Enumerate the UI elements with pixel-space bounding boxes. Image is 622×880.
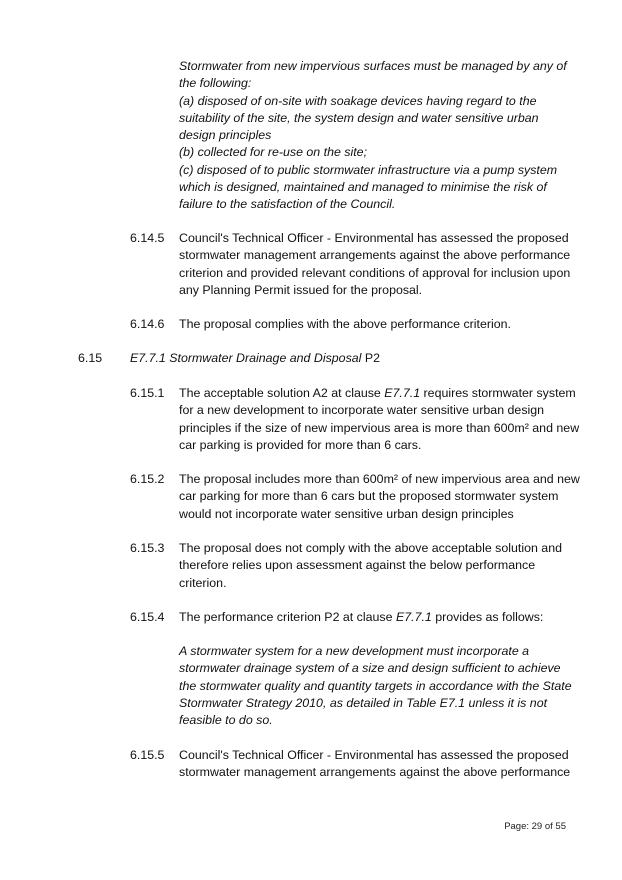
- quote-line: design principles: [179, 128, 272, 143]
- text-line: stormwater management arrangements against the above performance: [179, 248, 571, 263]
- text-line: The proposal includes more than 600m² of new impervious area and new: [179, 472, 580, 486]
- text-fragment: requires stormwater system: [420, 386, 576, 400]
- text-line: Council's Technical Officer - Environmental has assessed the proposed: [179, 748, 569, 762]
- paragraph-number: 6.15.4: [130, 610, 165, 624]
- paragraph-number: 6.15.2: [130, 472, 165, 486]
- text-line: for a new development to incorporate water sensitive urban design: [179, 403, 545, 418]
- quote-line: stormwater drainage system of a size and design sufficient to achieve: [179, 661, 561, 676]
- paragraph-text: [179, 471, 589, 523]
- quote-line: the stormwater quality and quantity targets in accordance with the State: [179, 678, 572, 693]
- text-line: principles if the size of new impervious area is more than 600m² and new: [179, 420, 580, 435]
- paragraph-number: 6.14.6: [130, 317, 165, 331]
- quote-line: suitability of the site, the system design and water sensitive urban: [179, 110, 539, 125]
- clause-reference: E7.7.1: [395, 610, 432, 624]
- paragraph-number: 6.15.1: [130, 386, 165, 400]
- quote-line: Stormwater Strategy 2010, as detailed in Table E7.1 unless it is not: [179, 695, 548, 710]
- paragraph-text: [179, 747, 589, 782]
- quote-line: A stormwater system for a new development must incorporate a: [179, 644, 530, 658]
- text-line: criterion.: [179, 575, 227, 590]
- paragraph-text: [179, 316, 589, 333]
- quote-line: (c) disposed of to public stormwater infrastructure via a pump system: [179, 162, 558, 177]
- text-line: car parking for more than 6 cars but the proposed stormwater system: [179, 489, 559, 504]
- text-line: [179, 385, 589, 402]
- page-number-footer: Page: 29 of 55: [504, 821, 566, 832]
- text-line: criterion and provided relevant conditions of approval for inclusion upon: [179, 265, 571, 280]
- text-line: would not incorporate water sensitive urban design principles: [179, 506, 514, 521]
- quote-line: Stormwater from new impervious surfaces must be managed by any of: [179, 59, 567, 73]
- text-fragment: The acceptable solution A2 at clause: [179, 386, 385, 400]
- quote-line: the following:: [179, 76, 252, 91]
- paragraph-text: [179, 540, 589, 592]
- text-line: [179, 609, 589, 626]
- quote-line: (a) disposed of on-site with soakage devices having regard to the: [179, 93, 537, 108]
- paragraph-number: 6.14.5: [130, 231, 165, 245]
- text-line: stormwater management arrangements against the above performance: [179, 765, 571, 780]
- quote-line: (b) collected for re-use on the site;: [179, 145, 368, 160]
- paragraph-text: [179, 385, 589, 454]
- quote-line: which is designed, maintained and managed to minimise the risk of: [179, 180, 547, 195]
- text-line: Council's Technical Officer - Environmental has assessed the proposed: [179, 231, 569, 245]
- text-line: therefore relies upon assessment against the below performance: [179, 558, 536, 573]
- paragraph-text: [179, 609, 589, 626]
- section-title-italic: E7.7.1 Stormwater Drainage and Disposal: [130, 351, 362, 365]
- text-fragment: provides as follows:: [431, 610, 544, 624]
- quote-performance-criterion-p2: [179, 643, 589, 729]
- text-line: The proposal complies with the above performance criterion.: [179, 317, 511, 331]
- quote-line: feasible to do so.: [179, 713, 273, 728]
- text-fragment: The performance criterion P2 at clause: [179, 610, 396, 624]
- paragraph-number: 6.15.5: [130, 748, 165, 762]
- quote-line: failure to the satisfaction of the Council.: [179, 197, 396, 212]
- section-title: [130, 350, 380, 367]
- clause-reference: E7.7.1: [384, 386, 421, 400]
- paragraph-text: [179, 230, 589, 299]
- paragraph-number: 6.15.3: [130, 541, 165, 555]
- section-title-suffix: P2: [361, 351, 381, 365]
- quote-stormwater-management: [179, 58, 589, 214]
- text-line: any Planning Permit issued for the proposal.: [179, 282, 423, 297]
- text-line: The proposal does not comply with the above acceptable solution and: [179, 541, 562, 555]
- text-line: car parking is provided for more than 6 cars.: [179, 437, 422, 452]
- section-number: 6.15: [78, 351, 103, 365]
